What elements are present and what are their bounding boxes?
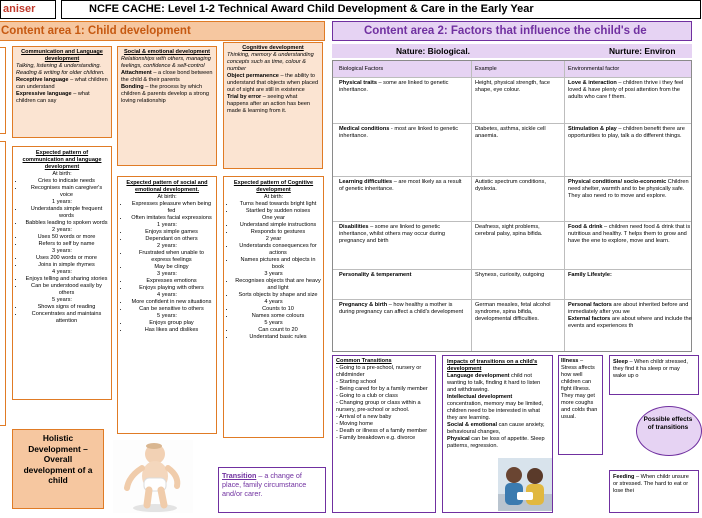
milestone-list (120, 320, 214, 334)
transition-item: - Starting school (336, 379, 377, 385)
milestone-list (226, 327, 321, 341)
possible-effects-label: Possible effects of transitions (643, 416, 693, 431)
communication-intro: Talking, listening & understanding. Reading & writing for older children. (16, 63, 105, 76)
milestone-list (15, 276, 109, 297)
age-label: 3 years: (157, 271, 177, 277)
milestone-item: • Recognises main caregiver's voice (24, 185, 109, 199)
table-header-row (333, 61, 691, 78)
milestone-item: • Turns head towards bright light (235, 201, 321, 208)
biological-factor-cell: Personality & temperament (339, 272, 412, 278)
left-edge-box-top (0, 47, 6, 134)
transition-item: - Going to a pre-school, nursery or childminder (336, 365, 422, 378)
transition-item: - Death or illness of a family member (336, 428, 428, 434)
feeding-box: Feeding – When childr unsure or stressed. The hard to eat or lose thei (609, 470, 699, 513)
transition-item: - Going to a club or class (336, 393, 398, 399)
age-label: 2 year (265, 236, 282, 242)
content-area-1-title: Content area 1: Child development (0, 21, 325, 41)
nature-header: Nature: Biological. (396, 46, 470, 56)
environmental-factor-cell: Food & drink – children need food & drink that is nutritious and healthy. T helps them to grow and have the ene to explore, move and learn. (568, 224, 691, 244)
milestone-item: • Understand basic rules (235, 334, 321, 341)
transition-item: - Being cared for by a family member (336, 386, 428, 392)
social-pattern-list (120, 194, 214, 334)
social-heading: Social & emotional development (123, 49, 211, 55)
age-label: At birth: (52, 171, 72, 177)
page-title: NCFE CACHE: Level 1-2 Technical Award Child Development & Care in the Early Year (89, 3, 534, 15)
table-row (333, 269, 691, 300)
environmental-factor-cell: Physical conditions/ socio-economic Children need shelter, warmth and to be physically safe. They also need ro to move and explore. (568, 179, 689, 199)
milestone-list (15, 255, 109, 269)
baby-image (113, 440, 193, 513)
common-transitions-box (332, 355, 436, 513)
nature-nurture-bar (332, 44, 692, 58)
transition-term: Transition (222, 471, 257, 480)
milestone-item: • Dependant on others (129, 236, 214, 243)
age-label: 2 years: (52, 227, 72, 233)
cognitive-pattern-box (223, 176, 324, 438)
milestone-item: • Names some colours (235, 313, 321, 320)
example-cell: German measles, fetal alcohol syndrome, spina bifida, developmental difficulties. (475, 302, 551, 322)
milestone-item: • Expresses pleasure when being fed (129, 201, 214, 215)
biological-factor-cell: Pregnancy & birth – how healthy a mother is during pregnancy can affect a child's development (339, 302, 464, 315)
common-transitions-list (336, 365, 432, 442)
cognitive-definition-box: Cognitive development Thinking, memory & understanding concepts such as time, colour & number Object permanence – the ability to understand that objects when placed out of sight are still in existence Trial by error – seeing what happens after an action has been made & learning from it. (223, 42, 323, 169)
milestone-item: • Can be sensitive to others (129, 306, 214, 313)
social-pattern-box (117, 176, 217, 434)
milestone-item: • Has likes and dislikes (129, 327, 214, 334)
milestone-list (226, 278, 321, 299)
milestone-list (120, 201, 214, 222)
milestone-item: • Enjoys simple games (129, 229, 214, 236)
table-row (333, 176, 691, 222)
milestone-list (120, 250, 214, 271)
milestone-item: • Understands simple frequent words (24, 206, 109, 220)
age-label: 5 years: (52, 297, 72, 303)
age-label: At birth: (157, 194, 177, 200)
communication-pattern-heading: Expected pattern of communication and language development (22, 150, 102, 170)
transition-item: - Arrival of a new baby (336, 414, 392, 420)
transition-item: - Family breakdown e.g. divorce (336, 435, 416, 441)
age-label: 1 years: (52, 199, 72, 205)
milestone-item: • Recognises objects that are heavy and light (235, 278, 321, 292)
social-pattern-heading: Expected pattern of social and emotional development. (126, 180, 208, 193)
age-label: 5 years (264, 320, 283, 326)
example-cell: Diabetes, asthma, sickle cell anaemia. (475, 126, 546, 139)
col-biological: Biological Factors (339, 66, 384, 72)
milestone-list (15, 178, 109, 199)
children-photo (498, 458, 552, 511)
cognitive-pattern-list (226, 194, 321, 341)
cognitive-intro: Thinking, memory & understanding concepts such as time, colour & number (227, 52, 314, 72)
age-label: 5 years: (157, 313, 177, 319)
milestone-item: • Enjoys playing with others (129, 285, 214, 292)
nurture-header: Nurture: Environ (609, 46, 676, 56)
environmental-factor-cell: Stimulation & play – children benefit there are opportunities to play, talk a do different things. (568, 126, 685, 139)
milestone-list (226, 306, 321, 320)
milestone-item: • Names pictures and objects in book (235, 257, 321, 271)
milestone-item: • Can be understood easily by others (24, 283, 109, 297)
children-photo-illustration (498, 458, 552, 511)
milestone-item: • Cries to indicate needs (24, 178, 109, 185)
sleep-box: Sleep – When childr stressed, they find it ha sleep or may wake up o (609, 355, 699, 395)
milestone-item: • Shows signs of reading (24, 304, 109, 311)
table-row (333, 221, 691, 270)
impacts-heading: Impacts of transitions on a child's development (447, 359, 538, 372)
milestone-list (120, 278, 214, 292)
table-row (333, 123, 691, 177)
milestone-item: • Babbles leading to spoken words (24, 220, 109, 227)
impacts-box: Impacts of transitions on a child's development Language development child not wanting to talk, finding it hard to listen and withdrawing. Intellectual development concentration, memory may be limited, children need to be interested in what they are learning. Social & emotional can cause anxiety, behavioural changes, Physical can be loss of appetite. Sleep patterns, regression. (442, 355, 553, 513)
age-label: 4 years (264, 299, 283, 305)
holistic-text: Holistic Development – Overall development of a child (23, 433, 93, 485)
milestone-item: • Can count to 20 (235, 327, 321, 334)
left-edge-box-bottom (0, 141, 6, 426)
age-label: 1 years: (157, 222, 177, 228)
milestone-item: • Understands consequences for actions (235, 243, 321, 257)
example-cell: Shyness, curiosity, outgoing (475, 272, 545, 278)
holistic-box (12, 429, 104, 509)
age-label: 2 years: (157, 243, 177, 249)
example-cell: Height, physical strength, face shape, eye colour. (475, 80, 550, 93)
content-area-2-title: Content area 2: Factors that influence the child's de (332, 21, 692, 41)
baby-illustration (113, 440, 193, 513)
header-title-box (61, 0, 701, 19)
milestone-list (15, 304, 109, 325)
illness-box: Illness – Stress affects how well children can fight illness. They may get more coughs and colds than usual. (558, 355, 603, 455)
social-definition-box: Social & emotional development Relationships with others, managing feelings, confidence & self-control Attachment – a close bond between the child & their parents Bonding – the process by which children & parents develop a strong loving relationship (117, 46, 217, 166)
age-label: 3 years: (52, 248, 72, 254)
milestone-item: • Counts to 10 (235, 306, 321, 313)
milestone-item: • Uses 50 words or more (24, 234, 109, 241)
environmental-factor-cell: Family Lifestyle: (568, 272, 612, 278)
age-label: 4 years: (52, 269, 72, 275)
milestone-item: • Often imitates facial expressions (129, 215, 214, 222)
milestone-item: • Refers to self by name (24, 241, 109, 248)
milestone-item: • Concentrates and maintains attention (24, 311, 109, 325)
milestone-item: • Understand simple instructions (235, 222, 321, 229)
age-label: At birth: (263, 194, 284, 200)
organiser-label: aniser (3, 3, 36, 15)
milestone-item: • Joins in simple rhymes (24, 262, 109, 269)
communication-definition-box: Communication and Language development Talking, listening & understanding. Reading & writing for older children. Receptive language – what children can understand Expressive language – what children can say (12, 46, 112, 138)
milestone-item: • More confident in new situations (129, 299, 214, 306)
transition-item: - Changing group or class within a nursery, pre-school or school. (336, 400, 421, 413)
milestone-list (15, 234, 109, 248)
milestone-item: • Responds to gestures (235, 229, 321, 236)
common-transitions-heading: Common Transitions (336, 358, 392, 364)
milestone-item: • Enjoys telling and sharing stories (24, 276, 109, 283)
milestone-list (226, 222, 321, 236)
social-intro: Relationships with others, managing feelings, confidence & self-control (121, 56, 211, 69)
age-label: 4 years: (157, 292, 177, 298)
cognitive-pattern-heading: Expected pattern of Cognitive development (233, 180, 314, 193)
milestone-list (226, 243, 321, 271)
communication-heading: Communication and Language development (21, 49, 103, 62)
environmental-factor-cell: Love & interaction – children thrive i they feel loved & have plenty of posi attention from the adults who care f them. (568, 80, 684, 100)
col-environmental: Environmental factor (568, 66, 620, 72)
milestone-list (226, 201, 321, 215)
communication-pattern-box (12, 146, 112, 400)
factors-table (332, 60, 692, 352)
biological-factor-cell: Physical traits – some are linked to genetic inheritance. (339, 80, 449, 93)
age-label: One year (261, 215, 285, 221)
milestone-item: • Uses 200 words or more (24, 255, 109, 262)
age-label: 3 years (264, 271, 283, 277)
table-row (333, 77, 691, 124)
organiser-label-box (0, 0, 56, 19)
milestone-item: • May be clingy (129, 264, 214, 271)
milestone-item: • Startled by sudden noises (235, 208, 321, 215)
milestone-item: • Expresses emotions (129, 278, 214, 285)
transition-item: - Moving home (336, 421, 373, 427)
milestone-list (120, 299, 214, 313)
environmental-factor-cell: Personal factors are about inherited before and immediately after you we External factors are about where and include the events and experiences th (568, 302, 692, 329)
possible-effects-circle (636, 406, 702, 456)
cognitive-heading: Cognitive development (242, 45, 304, 51)
milestone-item: • Enjoys group play (129, 320, 214, 327)
col-example: Example (475, 66, 497, 72)
milestone-list (15, 206, 109, 227)
biological-factor-cell: Medical conditions - most are linked to genetic inheritance. (339, 126, 459, 139)
communication-pattern-list (15, 171, 109, 325)
milestone-list (120, 229, 214, 243)
example-cell: Deafness, sight problems, cerebral palsy, spina bifida. (475, 224, 543, 237)
biological-factor-cell: Learning difficulties – are most likely as a result of genetic inheritance. (339, 179, 462, 192)
table-row (333, 299, 691, 354)
transition-definition-box: Transition – a change of place, family circumstance and/or carer. (218, 467, 326, 513)
example-cell: Autistic spectrum conditions, dyslexia. (475, 179, 546, 192)
milestone-item: • Sorts objects by shape and size (235, 292, 321, 299)
biological-factor-cell: Disabilities – some are linked to genetic inheritance, whilst others may occur during pregnancy and birth (339, 224, 446, 244)
milestone-item: • Frustrated when unable to express feelings (129, 250, 214, 264)
